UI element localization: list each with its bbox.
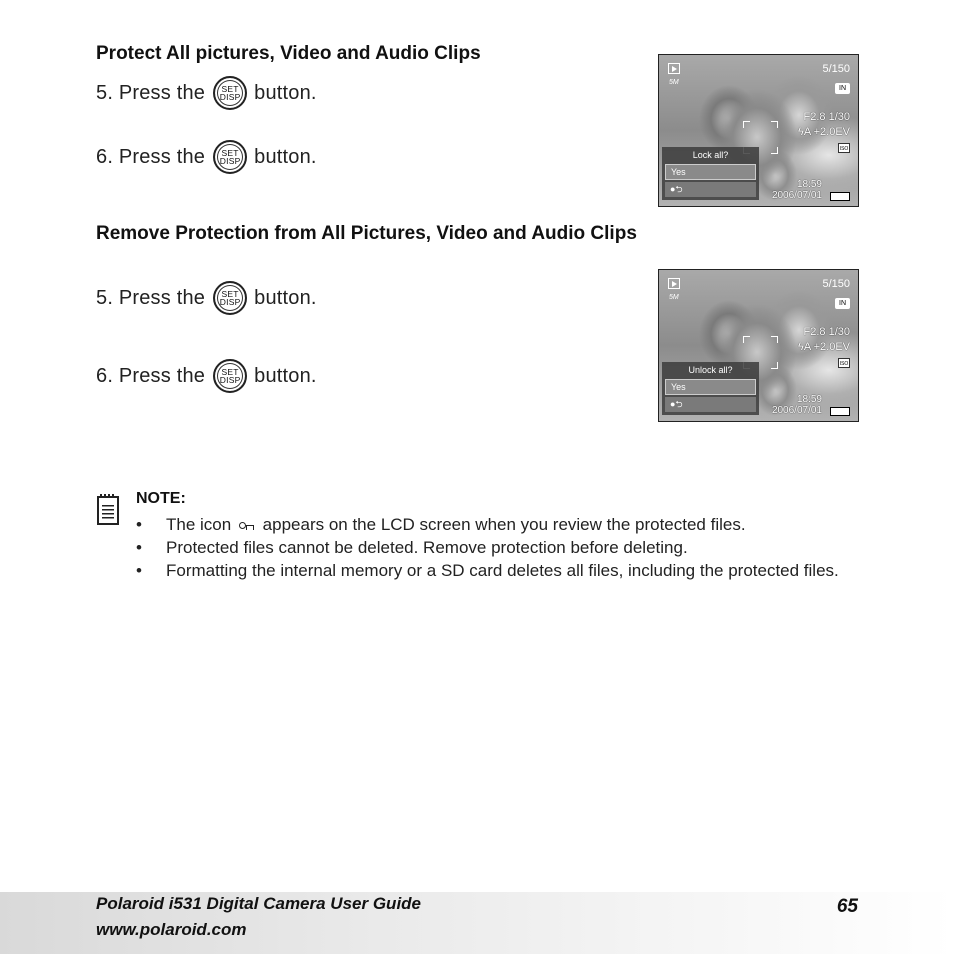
image-counter: 5/150 [822,63,850,75]
section-heading-protect: Protect All pictures, Video and Audio Clips [96,43,481,64]
yes-option[interactable]: Yes [665,379,756,395]
button-icon-label-set: SET [221,288,239,299]
lcd-screenshot-lock-all [658,54,859,207]
resolution-indicator: 5M [669,79,679,86]
section-heading-remove-protection: Remove Protection from All Pictures, Video and Audio Clips [96,223,637,244]
list-item [136,536,858,559]
focus-bracket [771,147,778,154]
memory-indicator: IN [835,298,850,309]
note-list [136,513,858,582]
set-disp-button-icon [213,76,247,110]
set-disp-button-icon [213,140,247,174]
set-disp-button-icon [213,359,247,393]
list-item [136,513,858,536]
website-url: www.polaroid.com [96,920,247,939]
step-text: 5. Press the [96,286,206,309]
focus-bracket [771,362,778,369]
guide-title: Polaroid i531 Digital Camera User Guide [96,894,422,913]
battery-icon [830,407,850,416]
key-icon [239,521,255,531]
set-disp-button-icon [213,281,247,315]
flash-ev-readout: ϟA +2.0EV [798,126,850,138]
flash-ev-readout: ϟA +2.0EV [798,341,850,353]
date-readout: 2006/07/01 [771,405,822,416]
step-5-unprotect [96,281,317,315]
step-6-unprotect [96,359,317,393]
image-counter: 5/150 [822,278,850,290]
note-text-before: The icon [166,515,232,534]
note-title: NOTE: [136,490,186,507]
button-icon-label-disp: DISP [219,92,241,102]
date-readout: 2006/07/01 [771,190,822,201]
bullet-icon: • [136,561,142,580]
step-text: 6. Press the [96,364,206,387]
step-text: button. [254,286,317,309]
focus-bracket [743,336,750,343]
focus-bracket [771,336,778,343]
playback-mode-icon [668,63,680,74]
step-text: button. [254,145,317,168]
bullet-icon: • [136,538,142,557]
yes-option[interactable]: Yes [665,164,756,180]
aperture-shutter-readout: F2.8 1/30 [803,111,850,123]
note-text: Protected files cannot be deleted. Remove protection before deleting. [166,538,688,557]
step-text: button. [254,81,317,104]
button-icon-label-disp: DISP [219,156,241,166]
dialog-title: Lock all? [692,150,729,160]
button-icon-label-set: SET [221,366,239,377]
lcd-screenshot-unlock-all [658,269,859,422]
lock-all-dialog [662,147,759,200]
button-icon-label-disp: DISP [219,375,241,385]
focus-bracket [743,121,750,128]
dialog-title: Unlock all? [688,365,733,375]
bullet-icon: • [136,515,142,534]
note-text [166,513,858,536]
iso-icon: ISO [838,143,850,153]
step-text: 5. Press the [96,81,206,104]
playback-mode-icon [668,278,680,289]
resolution-indicator: 5M [669,294,679,301]
battery-icon [830,192,850,201]
unlock-all-dialog [662,362,759,415]
button-icon-label-set: SET [221,83,239,94]
aperture-shutter-readout: F2.8 1/30 [803,326,850,338]
step-6-protect [96,140,317,174]
page-footer [0,892,954,954]
note-text-after: appears on the LCD screen when you review the protected files. [262,515,746,534]
page-number: 65 [836,896,858,917]
button-icon-label-set: SET [221,147,239,158]
iso-icon: ISO [838,358,850,368]
memory-indicator: IN [835,83,850,94]
step-5-protect [96,76,317,110]
back-option[interactable]: ●⮌ [665,397,756,412]
note-text: Formatting the internal memory or a SD card deletes all files, including the protected files. [166,561,839,580]
focus-bracket [771,121,778,128]
notepad-icon [97,496,119,525]
time-readout: 18:59 [796,394,822,405]
back-option[interactable]: ●⮌ [665,182,756,197]
time-readout: 18:59 [796,179,822,190]
step-text: button. [254,364,317,387]
button-icon-label-disp: DISP [219,297,241,307]
list-item [136,559,858,582]
step-text: 6. Press the [96,145,206,168]
